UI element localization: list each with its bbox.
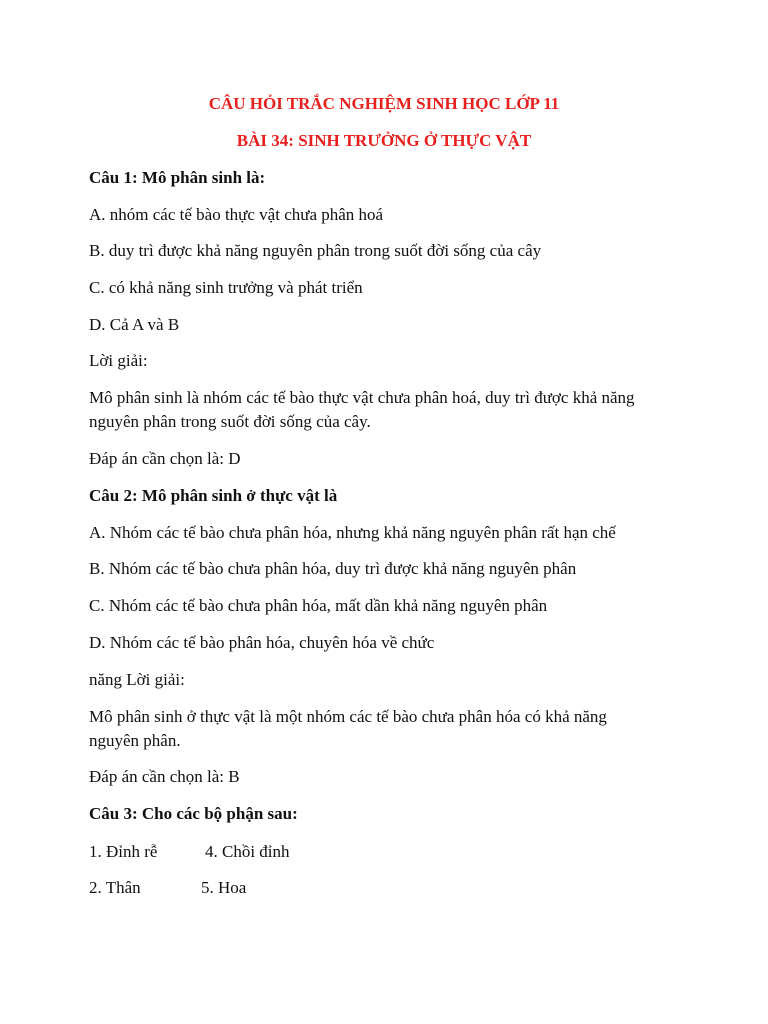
q1-answer: Đáp án cần chọn là: D	[89, 449, 241, 468]
q3-item-4: 4. Chồi đỉnh	[205, 842, 290, 861]
q2-option-d-continued: năng Lời giải:	[89, 670, 185, 689]
q2-option-a: A. Nhóm các tế bào chưa phân hóa, nhưng khả năng nguyên phân rất hạn chế	[89, 523, 616, 542]
q1-solution-line-2: nguyên phân trong suốt đời sống của cây.	[89, 412, 371, 431]
q1-solution-line-1: Mô phân sinh là nhóm các tế bào thực vật chưa phân hoá, duy trì được khả năng	[89, 388, 635, 407]
q2-option-d: D. Nhóm các tế bào phân hóa, chuyên hóa về chức	[89, 633, 435, 652]
q3-item-1: 1. Đỉnh rễ	[89, 842, 158, 861]
q1-solution-label: Lời giải:	[89, 351, 148, 370]
q1-option-a: A. nhóm các tế bào thực vật chưa phân hoá	[89, 205, 384, 224]
question-2: Câu 2: Mô phân sinh ở thực vật là	[89, 486, 338, 505]
q3-item-2: 2. Thân	[89, 878, 141, 897]
q2-option-c: C. Nhóm các tế bào chưa phân hóa, mất dần khả năng nguyên phân	[89, 596, 548, 615]
q1-option-c: C. có khả năng sinh trưởng và phát triển	[89, 278, 363, 297]
q2-solution-line-1: Mô phân sinh ở thực vật là một nhóm các tế bào chưa phân hóa có khả năng	[89, 707, 607, 726]
q2-answer: Đáp án cần chọn là: B	[89, 767, 240, 786]
q2-solution-line-2: nguyên phân.	[89, 731, 181, 750]
question-1: Câu 1: Mô phân sinh là:	[89, 168, 266, 187]
q1-option-b: B. duy trì được khả năng nguyên phân trong suốt đời sống của cây	[89, 241, 542, 260]
q2-option-b: B. Nhóm các tế bào chưa phân hóa, duy trì được khả năng nguyên phân	[89, 559, 577, 578]
lesson-title: BÀI 34: SINH TRƯỞNG Ở THỰC VẬT	[236, 131, 532, 150]
q3-item-5: 5. Hoa	[201, 878, 247, 897]
question-3: Câu 3: Cho các bộ phận sau:	[89, 804, 298, 823]
document-title: CÂU HỎI TRẮC NGHIỆM SINH HỌC LỚP 11	[208, 94, 560, 113]
q1-option-d: D. Cả A và B	[89, 315, 180, 334]
